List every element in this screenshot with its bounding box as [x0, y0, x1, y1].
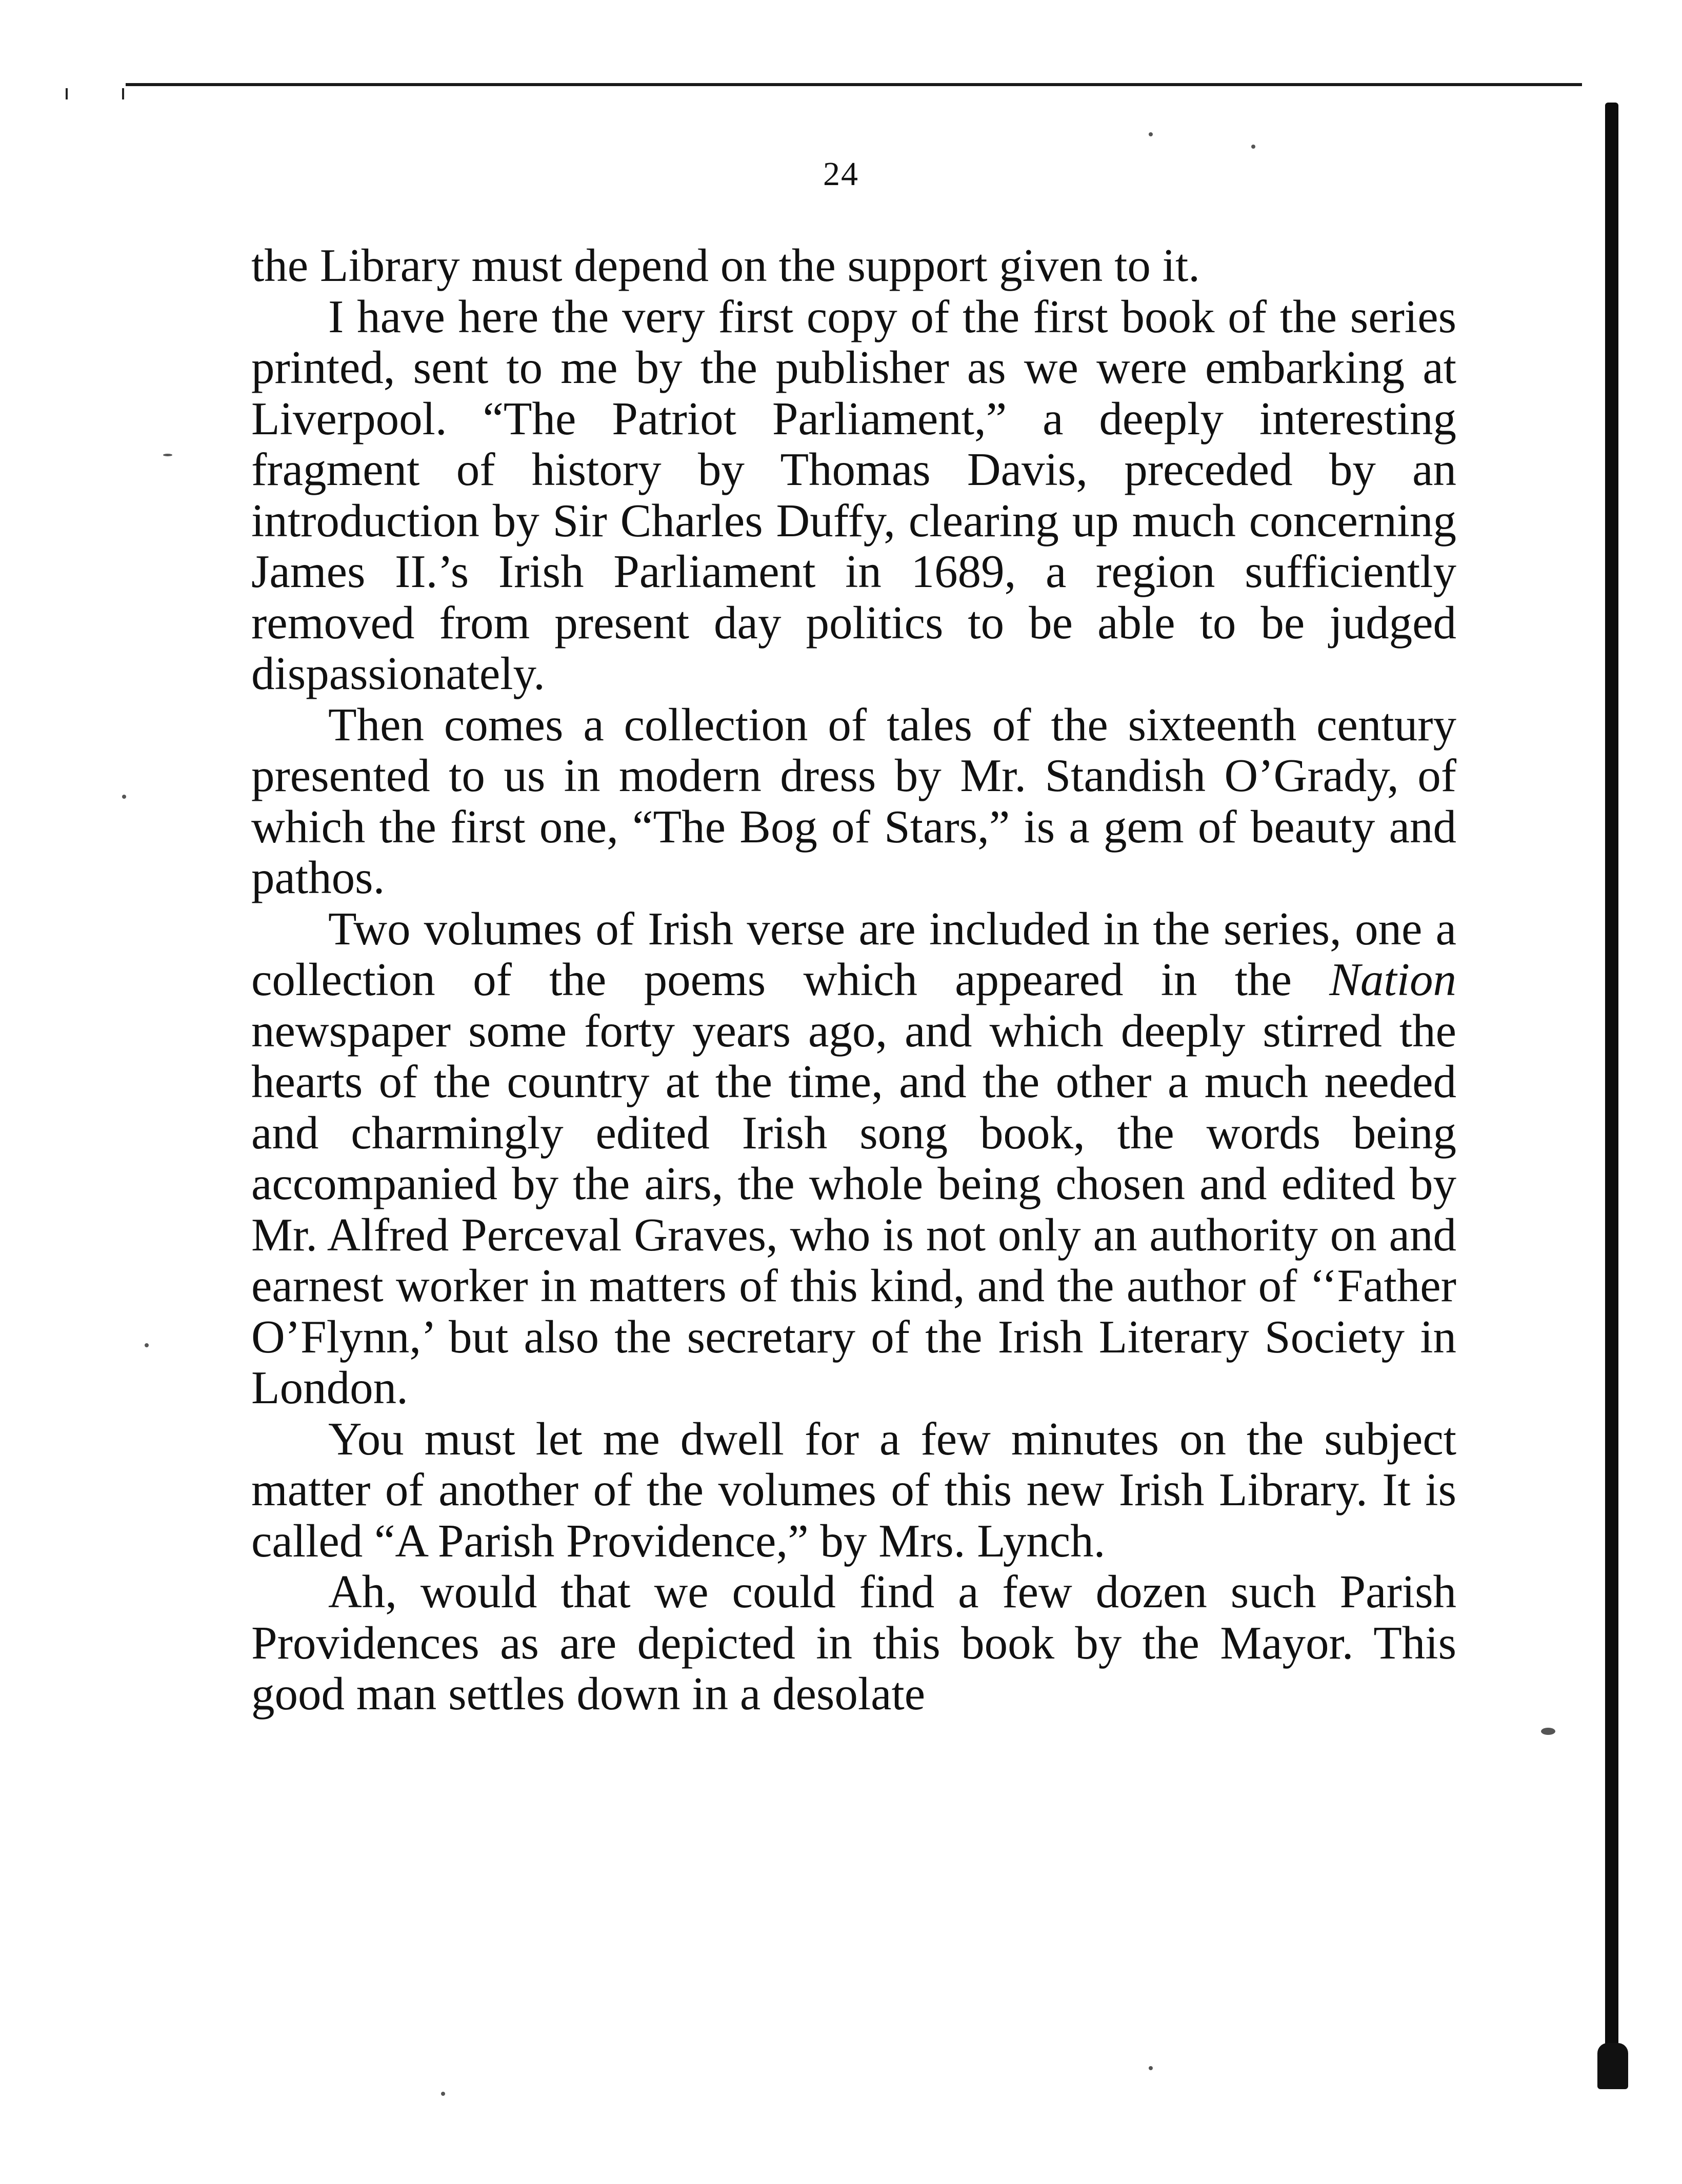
scan-speck	[1149, 2066, 1153, 2070]
paragraph: You must let me dwell for a few minutes on the subject matter of another of the volumes of this new Irish Library. It is called “A Parish Providence,” by Mrs. Lynch.	[251, 1412, 1456, 1567]
scan-speck	[163, 454, 172, 456]
scan-speck	[1541, 1728, 1555, 1735]
paragraph-text: newspaper some forty years ago, and which deeply stirred the hearts of the country at the time, and the other a much needed and charmingly edited Irish song book, the words being accompanied by the airs, the whole being chosen and edited by Mr. Alfred Perceval Graves, who is not only an authority on and earnest worker in matters of this kind, and the author of ‘‘Father O’Flynn,’ but also the secretary of the Irish Literary Society in London.	[251, 1004, 1456, 1413]
paragraph: I have here the very first copy of the first book of the series printed, sent to me by the publisher as we were embarking at Liverpool. “The Patriot Parliament,” a deeply interesting fragment of history by Thomas Davis, preceded by an introduction by Sir Charles Duffy, clearing up much concerning James II.’s Irish Parliament in 1689, a region sufficiently removed from present day politics to be able to be judged dispassionately.	[251, 290, 1456, 699]
scan-speck	[441, 2092, 445, 2096]
scan-speck	[1149, 132, 1153, 136]
scan-speck	[122, 795, 126, 799]
scan-margin-ticks	[62, 86, 128, 102]
paragraph: Ah, would that we could find a few dozen such Parish Providences as are depicted in this book by the Mayor. This good man settles down in a desolate	[251, 1566, 1456, 1720]
paragraph: the Library must depend on the support given to it.	[251, 239, 1200, 291]
body-text	[251, 240, 1456, 1720]
paragraph-text: Two volumes of Irish verse are included in the series, one a collection of the poems which appeared in the	[251, 902, 1456, 1005]
scan-speck	[145, 1343, 149, 1347]
paragraph	[251, 903, 1456, 1413]
page-number: 24	[823, 155, 859, 193]
top-rule	[126, 83, 1582, 86]
binding-edge	[1605, 103, 1618, 2061]
paragraph: Then comes a collection of tales of the sixteenth century presented to us in modern dress by Mr. Standish O’Grady, of which the first one, “The Bog of Stars,” is a gem of beauty and pathos.	[251, 698, 1456, 903]
newspaper-title: Nation	[1329, 954, 1456, 1005]
binding-edge-foot	[1597, 2043, 1628, 2089]
scan-speck	[1251, 145, 1255, 149]
